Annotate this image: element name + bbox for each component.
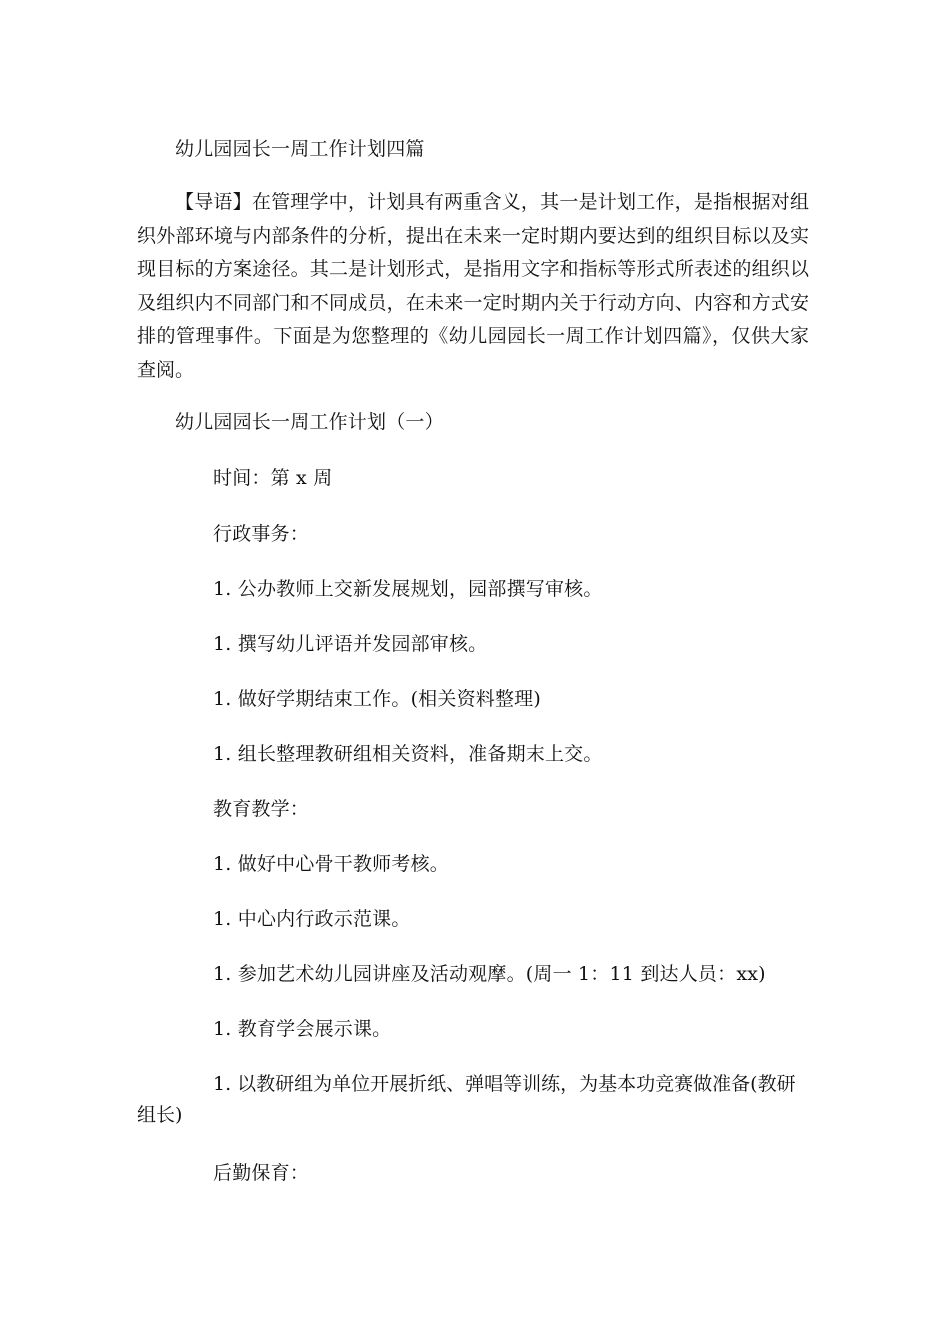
admin-item: 1. 做好学期结束工作。(相关资料整理) bbox=[213, 688, 541, 710]
intro-paragraph: 【导语】在管理学中，计划具有两重含义，其一是计划工作，是指根据对组织外部环境与内部条件的分析，提出在未来一定时期内要达到的组织目标以及实现目标的方案途径。其二是计划形式，是指用文字和指标等形式所表述的组织以及组织内不同部门和不同成员，在未来一定时期内关于行动方向、内容和方式安排的管理事件。下面是为您整理的《幼儿园园长一周工作计划四篇》，仅供大家查阅。 bbox=[137, 191, 809, 381]
logistics-heading: 后勤保育： bbox=[213, 1162, 310, 1184]
teaching-item: 1. 以教研组为单位开展折纸、弹唱等训练，为基本功竞赛做准备(教研组长) bbox=[137, 1073, 796, 1126]
teaching-item: 1. 参加艺术幼儿园讲座及活动观摩。(周一 1：11 到达人员：xx) bbox=[213, 963, 766, 985]
admin-heading: 行政事务： bbox=[213, 523, 310, 545]
admin-item: 1. 公办教师上交新发展规划，园部撰写审核。 bbox=[213, 578, 603, 600]
teaching-item: 1. 教育学会展示课。 bbox=[213, 1018, 392, 1040]
teaching-item: 1. 中心内行政示范课。 bbox=[213, 908, 411, 930]
section-title: 幼儿园园长一周工作计划（一） bbox=[175, 411, 444, 433]
admin-item: 1. 撰写幼儿评语并发园部审核。 bbox=[213, 633, 488, 655]
teaching-item: 1. 做好中心骨干教师考核。 bbox=[213, 853, 449, 875]
document-title: 幼儿园园长一周工作计划四篇 bbox=[175, 138, 425, 160]
time-line: 时间：第 x 周 bbox=[213, 467, 333, 489]
admin-item: 1. 组长整理教研组相关资料，准备期末上交。 bbox=[213, 743, 603, 765]
teaching-heading: 教育教学： bbox=[213, 798, 310, 820]
